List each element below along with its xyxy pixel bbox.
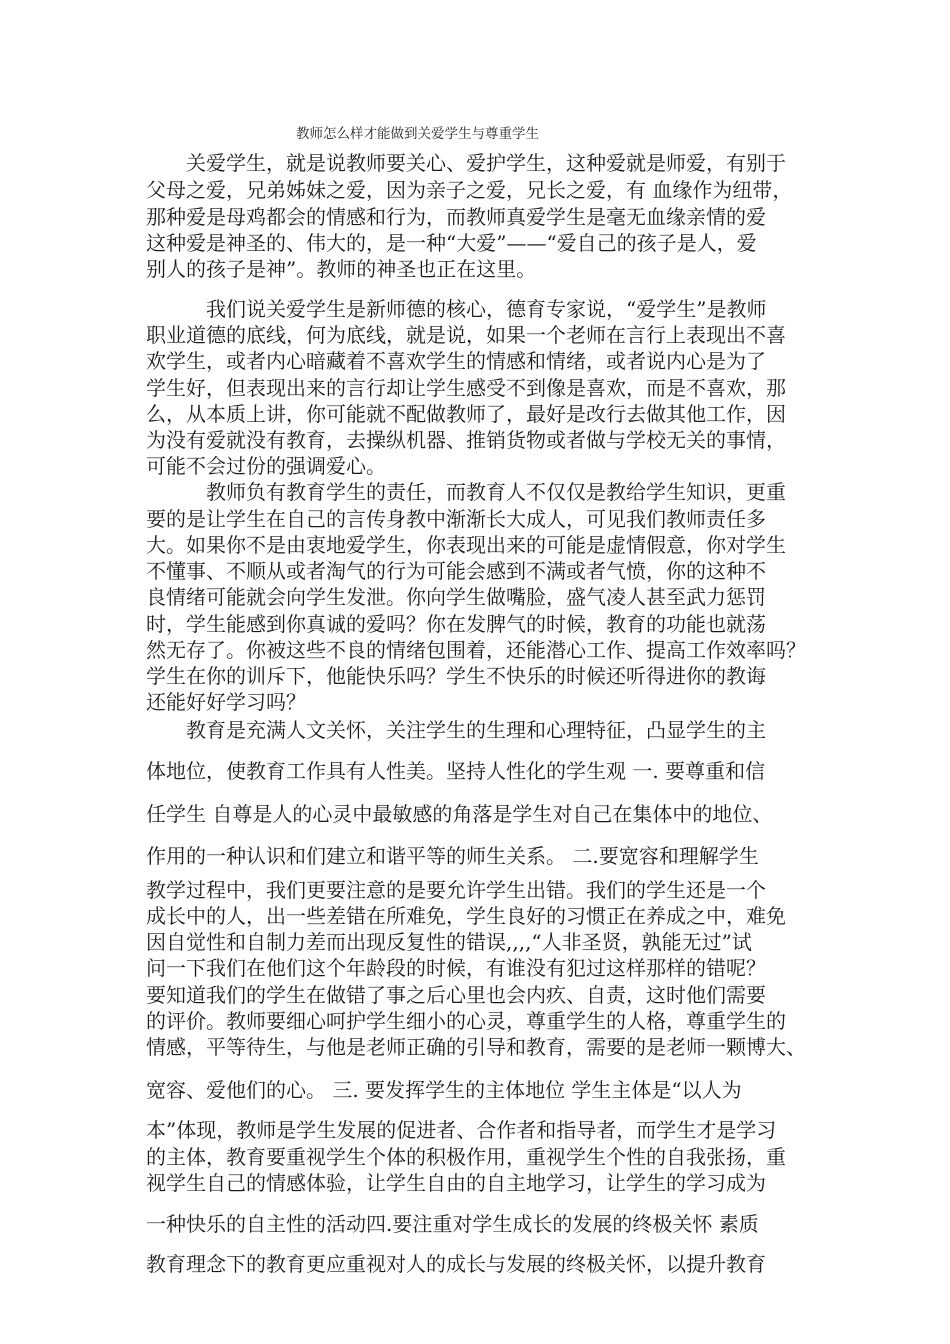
- text-line: 宽容、爱他们的心。 三. 要发挥学生的主体地位 学生主体是“以人为: [146, 1078, 742, 1102]
- text-line: 体地位，使教育工作具有人性美。坚持人性化的学生观 一. 要尊重和信: [146, 759, 766, 783]
- text-line: 还能好好学习吗？: [146, 690, 306, 714]
- text-line: 么，从本质上讲，你可能就不配做教师了，最好是改行去做其他工作，因: [146, 402, 786, 426]
- text-line: 父母之爱，兄弟姊妹之爱，因为亲子之爱，兄长之爱，有 血缘作为纽带，: [146, 178, 793, 202]
- text-line: 要的是让学生在自己的言传身教中渐渐长大成人，可见我们教师责任多: [146, 507, 766, 531]
- text-line: 欢学生，或者内心暗藏着不喜欢学生的情感和情绪，或者说内心是为了: [146, 349, 766, 373]
- text-line: 视学生自己的情感体验，让学生自由的自主地学习，让学生的学习成为: [146, 1171, 766, 1195]
- text-line: 关爱学生，就是说教师要关心、爱护学生，这种爱就是师爱，有别于: [186, 151, 786, 175]
- text-line: 作用的一种认识和们建立和谐平等的师生关系。 二.要宽容和理解学生: [146, 844, 759, 868]
- text-line: 要知道我们的学生在做错了事之后心里也会内疚、自责，这时他们需要: [146, 983, 766, 1007]
- text-line: 问一下我们在他们这个年龄段的时候，有谁没有犯过这样那样的错呢？: [146, 956, 766, 980]
- text-line: 别人的孩子是神”。教师的神圣也正在这里。: [146, 257, 537, 281]
- text-line: 学生好，但表现出来的言行却让学生感受不到像是喜欢，而是不喜欢，那: [146, 376, 786, 400]
- text-line: 良情绪可能就会向学生发泄。你向学生做嘴脸，盛气凌人甚至武力惩罚: [146, 585, 766, 609]
- text-line: 然无存了。你被这些不良的情绪包围着，还能潜心工作、提高工作效率吗？: [146, 638, 806, 662]
- text-line: 成长中的人，出一些差错在所难免，学生良好的习惯正在养成之中，难免: [146, 904, 786, 928]
- text-line: 一种快乐的自主性的活动四.要注重对学生成长的发展的终极关怀 素质: [146, 1212, 759, 1236]
- text-line: 的主体，教育要重视学生个体的积极作用，重视学生个性的自我张扬，重: [146, 1145, 786, 1169]
- text-line: 可能不会过份的强调爱心。: [146, 454, 386, 478]
- text-line: 为没有爱就没有教育，去操纵机器、推销货物或者做与学校无关的事情，: [146, 428, 786, 452]
- text-line: 那种爱是母鸡都会的情感和行为，而教师真爱学生是毫无血缘亲情的爱: [146, 205, 766, 229]
- text-line: 教学过程中，我们更要注意的是要允许学生出错。我们的学生还是一个: [146, 878, 766, 902]
- document-title: 教师怎么样才能做到关爱学生与尊重学生: [296, 126, 539, 142]
- text-line: 任学生 自尊是人的心灵中最敏感的角落是学生对自己在集体中的地位、: [146, 802, 773, 826]
- text-line: 因自觉性和自制力差而出现反复性的错误,,,,“人非圣贤，孰能无过”试: [146, 930, 752, 954]
- text-line: 教育是充满人文关怀，关注学生的生理和心理特征，凸显学生的主: [186, 718, 766, 742]
- text-line: 我们说关爱学生是新师德的核心，德育专家说，“爱学生”是教师: [206, 297, 767, 321]
- text-line: 教育理念下的教育更应重视对人的成长与发展的终极关怀，以提升教育: [146, 1252, 766, 1276]
- text-line: 学生在你的训斥下，他能快乐吗？学生不快乐的时候还听得进你的教诲: [146, 664, 766, 688]
- text-line: 时，学生能感到你真诚的爱吗？你在发脾气的时候，教育的功能也就荡: [146, 612, 766, 636]
- text-line: 教师负有教育学生的责任，而教育人不仅仅是教给学生知识，更重: [206, 480, 786, 504]
- text-line: 职业道德的底线，何为底线，就是说，如果一个老师在言行上表现出不喜: [146, 323, 786, 347]
- text-line: 不懂事、不顺从或者淘气的行为可能会感到不满或者气愤，你的这种不: [146, 559, 766, 583]
- text-line: 的评价。教师要细心呵护学生细小的心灵，尊重学生的人格，尊重学生的: [146, 1009, 786, 1033]
- text-line: 本”体现，教师是学生发展的促进者、合作者和指导者，而学生才是学习: [146, 1118, 777, 1142]
- text-line: 情感，平等待生，与他是老师正确的引导和教育，需要的是老师一颗博大、: [146, 1035, 806, 1059]
- text-line: 大。如果你不是由衷地爱学生，你表现出来的可能是虚情假意，你对学生: [146, 533, 786, 557]
- text-line: 这种爱是神圣的、伟大的，是一种“大爱”——“爱自己的孩子是人，爱: [146, 231, 757, 255]
